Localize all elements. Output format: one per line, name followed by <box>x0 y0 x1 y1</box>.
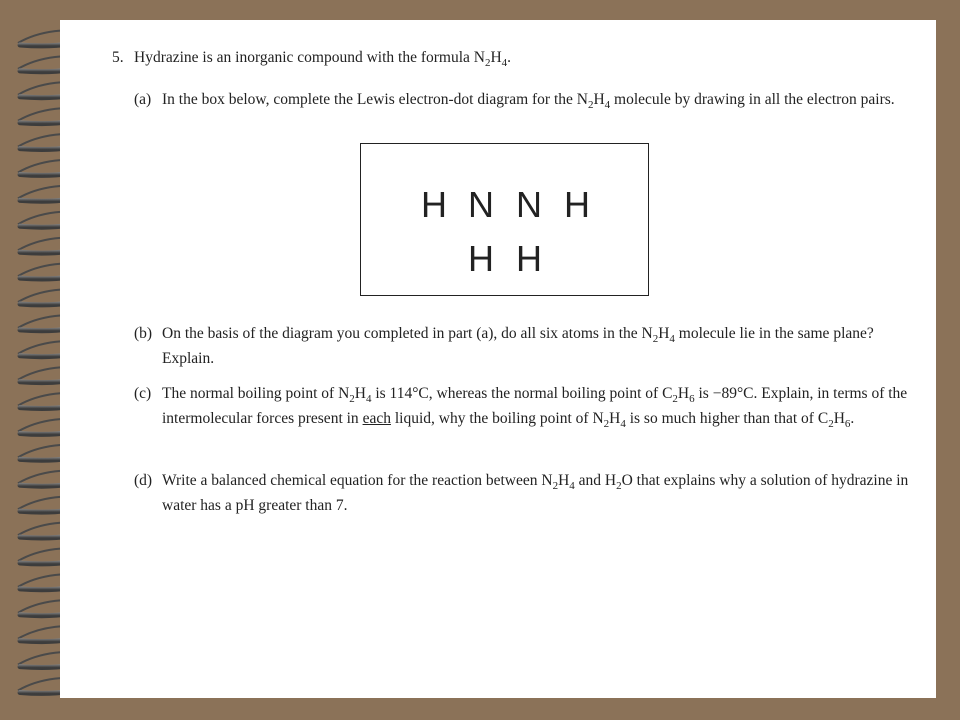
part-c-text: The normal boiling point of $N_2H_4$ is 114°C, whereas the normal boiling point of $C_2H_6$ is −89°C. Explain, in terms of the intermolecular forces present in each liquid, why the boiling point of $N_2H_4$ is so much higher than that of $C_2H_6$. <box>162 385 908 430</box>
question-intro: Hydrazine is an inorganic compound with the formula $N_2H_4$. <box>134 49 512 69</box>
part-b-letter: (b) <box>134 325 153 342</box>
part-c-letter: (c) <box>134 385 152 402</box>
atom-h-bottom-right: H <box>516 238 542 279</box>
atom-n-left: N <box>468 184 494 225</box>
atom-h-bottom-left: H <box>468 238 494 279</box>
atom-h-right: H <box>564 184 590 225</box>
part-a-letter: (a) <box>134 91 152 108</box>
atom-n-right: N <box>516 184 542 225</box>
part-b-text: On the basis of the diagram you completed in part (a), do all six atoms in the $N_2H_4$ molecule lie in the same plane? Explain. <box>162 325 874 367</box>
part-d-text: Write a balanced chemical equation for the reaction between $N_2H_4$ and $H_2O$ that explains why a solution of hydrazine in water has a pH greater than 7. <box>162 472 909 514</box>
emphasis-each: each <box>362 410 391 427</box>
question-number: 5. <box>112 49 124 66</box>
atom-h-left: H <box>421 184 447 225</box>
lewis-diagram-box <box>360 143 649 296</box>
part-d-letter: (d) <box>134 472 153 489</box>
part-a-text: In the box below, complete the Lewis electron-dot diagram for the $N_2H_4$ molecule by drawing in all the electron pairs. <box>162 91 895 111</box>
